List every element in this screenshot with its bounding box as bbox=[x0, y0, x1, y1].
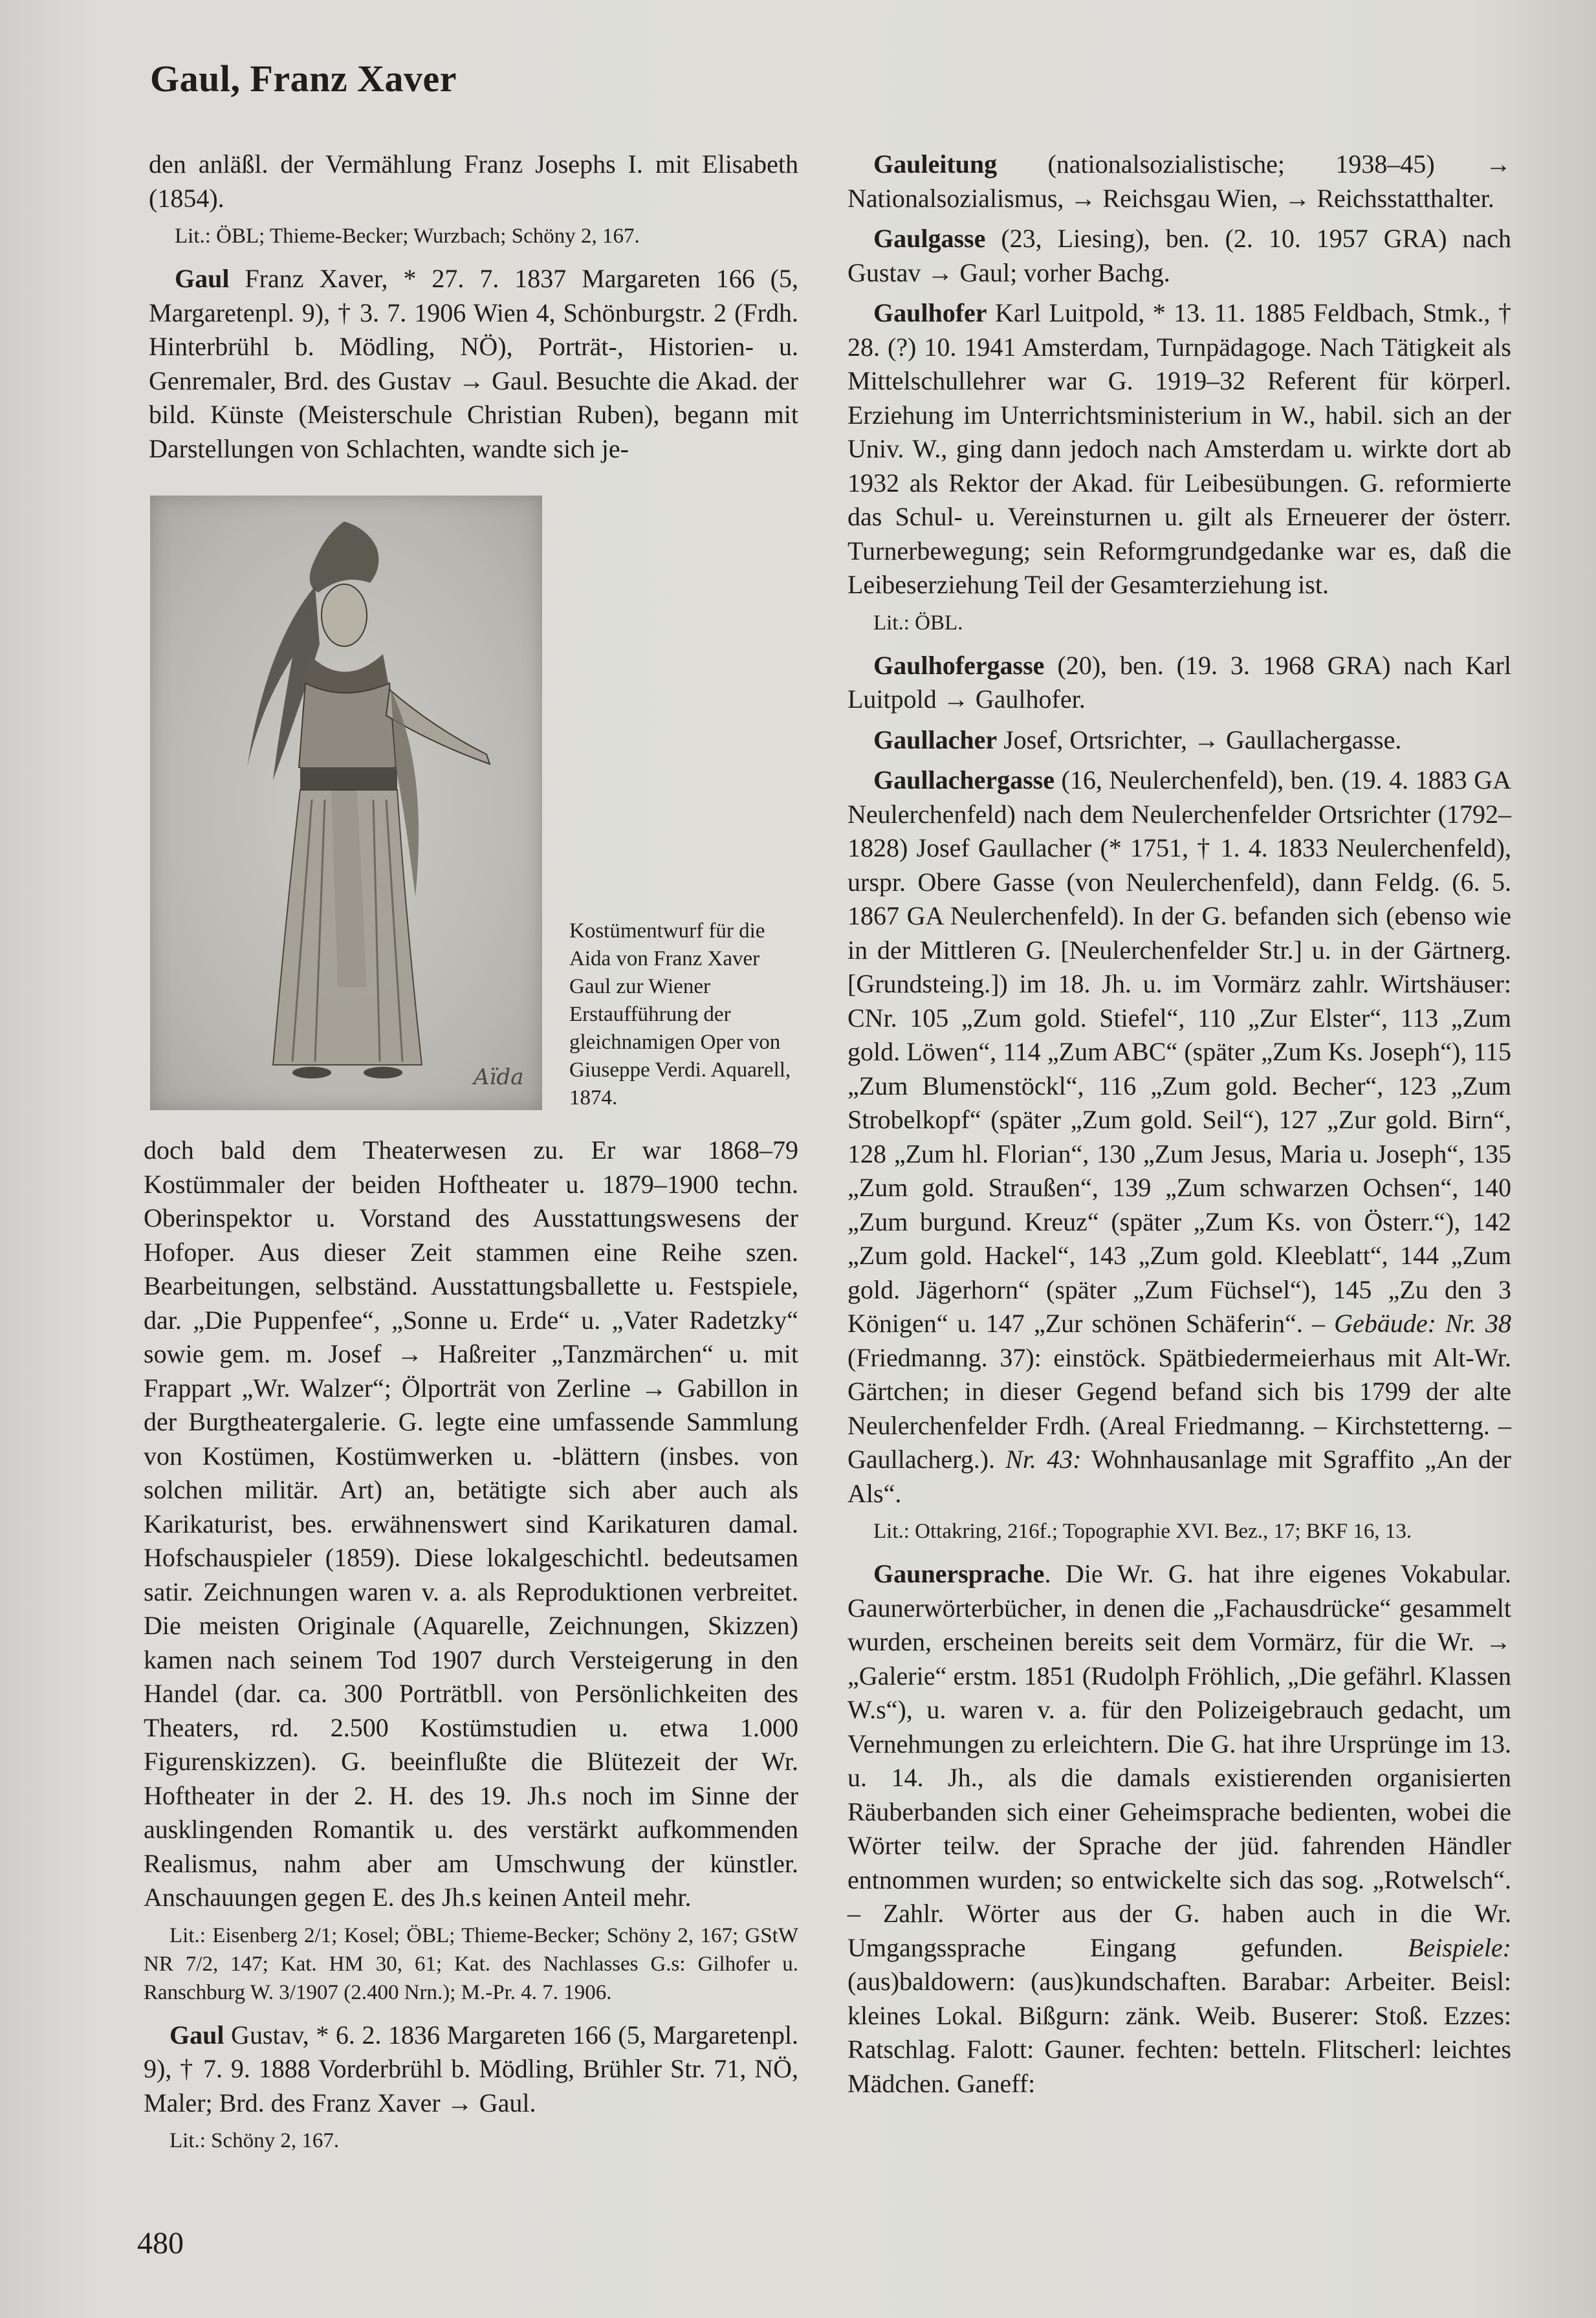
entry-italic: Nr. 43: bbox=[1005, 1445, 1082, 1474]
lemma: Gaul bbox=[175, 264, 230, 293]
lemma: Gaulhofergasse bbox=[873, 650, 1045, 680]
entry-gaullachergasse bbox=[847, 763, 1511, 1511]
literature-note: Lit.: Ottakring, 216f.; Topographie XVI. Bez., 17; BKF 16, 13. bbox=[873, 1520, 1412, 1543]
right-foot bbox=[364, 1067, 402, 1078]
belt-shape bbox=[300, 767, 397, 790]
entry-text: Wohnhausanlage mit Sgraffito „An der Als“. bbox=[847, 1445, 1511, 1508]
entry-text: (20), ben. (19. 3. 1968 GRA) nach Karl Luitpold → Gaulhofer. bbox=[847, 650, 1511, 714]
face-shape bbox=[322, 584, 367, 646]
entry-gaunersprache bbox=[847, 1557, 1511, 2101]
entry-text: . Die Wr. G. hat ihre eigenes Vokabular. Gaunerwörterbücher, in denen die „Fachausdrücke“ gesammelt wurden, erscheinen bereits seit dem Vormärz, für die Wr. → „Galerie“ erstm. 1851 (Rudolph Fröhlich, „Die gefährl. Klassen W.s“), u. waren v. a. für den Polizeigebrauch gedacht, um Vernehmungen zu erleichtern. Die G. hat ihre Ursprünge im 13. u. 14. Jh., als die damals existierenden organisierten Räuberbanden sich einer Geheimsprache bedienten, wobei die Wörter teilw. der Sprache der jüd. fahrenden Händler entnommen wurden; so entwickelte sich das sog. „Rotwelsch“. – Zahlr. Wörter aus der G. haben auch in die Wr. Umgangssprache Eingang gefunden. bbox=[847, 1559, 1511, 1962]
left-column-bottom bbox=[144, 1133, 798, 2167]
entry-text: Franz Xaver, * 27. 7. 1837 Margareten 166 (5, Margaretenpl. 9), † 3. 7. 1906 Wien 4, Schönburgstr. 2 (Frdh. Hinterbrühl b. Mödling, NÖ), Porträt-, Historien- u. Genremaler, Brd. des Gustav → Gaul. Besuchte die Akad. der bild. Künste (Meisterschule Christian Ruben), begann mit Darstellungen von Schlachten, wandte sich je- bbox=[149, 264, 798, 463]
entry-text: Karl Luitpold, * 13. 11. 1885 Feldbach, Stmk., † 28. (?) 10. 1941 Amsterdam, Turnpädagoge. Nach Tätigkeit als Mittelschullehrer war G. 1919–32 Referent für körperl. Erziehung im Unterrichtsministerium in W., habil. sich an der Univ. W., ging dann jedoch nach Amsterdam u. wirkte dort ab 1932 als Rektor der Akad. für Leibesübungen. G. reformierte das Schul- u. Vereinsturnen u. gilt als Erneuerer der österr. Turnerbewegung; sein Reformgrundgedanke war es, daß die Leibeserziehung Teil der Gesamterziehung ist. bbox=[847, 298, 1511, 599]
figure-drawing bbox=[150, 496, 542, 1110]
headdress-shape bbox=[310, 521, 379, 593]
entry-text: (16, Neulerchenfeld), ben. (19. 4. 1883 GA Neulerchenfeld) nach dem Neulerchenfelder Ortsrichter (1792–1828) Josef Gaullacher (* 1751, † 1. 4. 1833 Neulerchenfeld), urspr. Obere Gasse (von Neulerchenfeld), dann Feldg. (6. 5. 1867 GA Neulerchenfeld). In der G. befanden sich (ebenso wie in der Mittleren G. [Neulerchenfelder Str.] u. in der Gärtnerg. [Grundsteing.]) im 18. Jh. u. im Vormärz zahlr. Wirtshäuser: CNr. 105 „Zum gold. Stiefel“, 110 „Zur Elster“, 113 „Zum gold. Löwen“, 114 „Zum ABC“ (später „Zum Ks. Joseph“), 115 „Zum Blumenstöckl“, 116 „Zum gold. Becher“, 123 „Zum Strobelkopf“ (später „Zum gold. Seil“), 127 „Zur gold. Birn“, 128 „Zum hl. Florian“, 130 „Zum Jesus, Maria u. Joseph“, 135 „Zum gold. Straußen“, 139 „Zum schwarzen Ochsen“, 140 „Zum burgund. Kreuz“ (später „Zum Ks. von Österr.“), 142 „Zum gold. Hackel“, 143 „Zum gold. Kleeblatt“, 144 „Zum gold. Jägerhorn“ (später „Zum Füchsel“), 145 „Zu den 3 Königen“ u. 147 „Zur schönen Schäferin“. – bbox=[847, 765, 1511, 1338]
entry-gaullacher bbox=[847, 723, 1511, 758]
entry-text: (aus)baldowern: (aus)kundschaften. Barabar: Arbeiter. Beisl: kleines Lokal. Bißgurn: zänk. Weib. Buserer: Stoß. Ezzes: Ratschlag. Falott: Gauner. fechten: betteln. Flitscherl: leichtes Mädchen. Ganeff: bbox=[847, 1967, 1511, 2098]
lemma: Gaullacher bbox=[873, 725, 998, 754]
continuation-text: den anläßl. der Vermählung Franz Josephs I. mit Elisabeth (1854). bbox=[149, 149, 798, 213]
lemma: Gaulgasse bbox=[873, 224, 986, 253]
entry-gaulhofer bbox=[847, 296, 1511, 602]
literature-note: Lit.: Eisenberg 2/1; Kosel; ÖBL; Thieme-Becker; Schöny 2, 167; GStW NR 7/2, 147; Kat. HM 30, 61; Kat. des Nachlasses G.s: Gilhofer u. Ranschburg W. 3/1907 (2.400 Nrn.); M.-Pr. 4. 7. 1906. bbox=[144, 1923, 798, 2004]
entry-text: (Friedmanng. 37): einstöck. Spätbiedermeierhaus mit Alt-Wr. Gärtchen; in dieser Gegend befand sich bis 1799 der alte Neulerchenfelder Frdh. (Areal Friedmanng. – Kirchstetterng. – Gaullacherg.). bbox=[847, 1342, 1511, 1474]
entry-text: (23, Liesing), ben. (2. 10. 1957 GRA) nach Gustav → Gaul; vorher Bachg. bbox=[847, 224, 1511, 287]
running-head: Gaul, Franz Xaver bbox=[150, 58, 457, 100]
entry-gaul-franz-xaver bbox=[149, 262, 798, 466]
entry-gaulgasse bbox=[847, 222, 1511, 290]
figure-caption: Kostümentwurf für die Aida von Franz Xaver Gaul zur Wiener Erstaufführung der gleichnamigen Oper von Giuseppe Verdi. Aquarell, 1874. bbox=[569, 919, 791, 1110]
entry-italic: Gebäude: Nr. 38 bbox=[1334, 1309, 1512, 1338]
entry-text: Gustav, * 6. 2. 1836 Margareten 166 (5, Margaretenpl. 9), † 7. 9. 1888 Vorderbrühl b. Mödling, Brühler Str. 71, NÖ, Maler; Brd. des Franz Xaver → Gaul. bbox=[144, 2020, 798, 2117]
entry-gaulhofergasse bbox=[847, 649, 1511, 717]
literature-note: Lit.: Schöny 2, 167. bbox=[169, 2129, 340, 2152]
entry-gaul-gustav bbox=[144, 2018, 798, 2121]
left-column-top bbox=[149, 148, 798, 472]
artist-signature: Aïda bbox=[474, 1064, 524, 1090]
literature-note: Lit.: ÖBL. bbox=[873, 611, 963, 635]
lemma: Gaul bbox=[169, 2020, 224, 2050]
lemma: Gaunersprache bbox=[873, 1559, 1045, 1588]
torso-shape bbox=[299, 683, 396, 774]
entry-gauleitung bbox=[847, 148, 1511, 215]
entry-text: Josef, Ortsrichter, → Gaullachergasse. bbox=[997, 725, 1402, 754]
literature-note: Lit.: ÖBL; Thieme-Becker; Wurzbach; Schöny 2, 167. bbox=[175, 224, 640, 248]
lemma: Gaulhofer bbox=[873, 298, 987, 327]
lemma: Gaullachergasse bbox=[873, 765, 1055, 794]
left-foot bbox=[292, 1067, 331, 1078]
right-column bbox=[847, 148, 1511, 2107]
lemma: Gauleitung bbox=[873, 149, 998, 179]
entry-italic: Beispiele: bbox=[1408, 1932, 1511, 1962]
entry-text: (nationalsozialistische; 1938–45) → Nationalsozialismus, → Reichsgau Wien, → Reichsstatthalter. bbox=[847, 149, 1511, 213]
continuation-text: doch bald dem Theaterwesen zu. Er war 1868–79 Kostümmaler der beiden Hoftheater u. 1879–1900 techn. Oberinspektor u. Vorstand des Ausstattungswesens der Hofoper. Aus dieser Zeit stammen eine Reihe szen. Bearbeitungen, selbständ. Ausstattungsballette u. Festspiele, dar. „Die Puppenfee“, „Sonne u. Erde“ u. „Vater Radetzky“ sowie gem. m. Josef → Haßreiter „Tanzmärchen“ u. mit Frappart „Wr. Walzer“; Ölporträt von Zerline → Gabillon in der Burgtheatergalerie. G. legte eine umfassende Sammlung von Kostümen, Kostümwerken u. -blättern (insbes. von solchen militär. Art) an, betätigte sich aber auch als Karikaturist, bes. erwähnenswert sind Karikaturen damal. Hofschauspieler (1859). Diese lokalgeschichtl. bedeutsamen satir. Zeichnungen waren v. a. als Reproduktionen verbreitet. Die meisten Originale (Aquarelle, Zeichnungen, Skizzen) kamen nach seinem Tod 1907 durch Versteigerung in den Handel (dar. ca. 300 Porträtbll. von Persönlichkeiten des Theaters, rd. 2.500 Kostümstudien u. etwa 1.000 Figurenskizzen). G. beeinflußte die Blütezeit der Wr. Hoftheater in der 2. H. des 19. Jh.s noch im Sinne der ausklingenden Romantik u. des verstärkt aufkommenden Realismus, nahm aber am Umschwung der künstler. Anschauungen gegen E. des Jh.s keinen Anteil mehr. bbox=[144, 1135, 798, 1912]
costume-design-illustration bbox=[150, 496, 542, 1110]
page-number: 480 bbox=[137, 2226, 184, 2260]
